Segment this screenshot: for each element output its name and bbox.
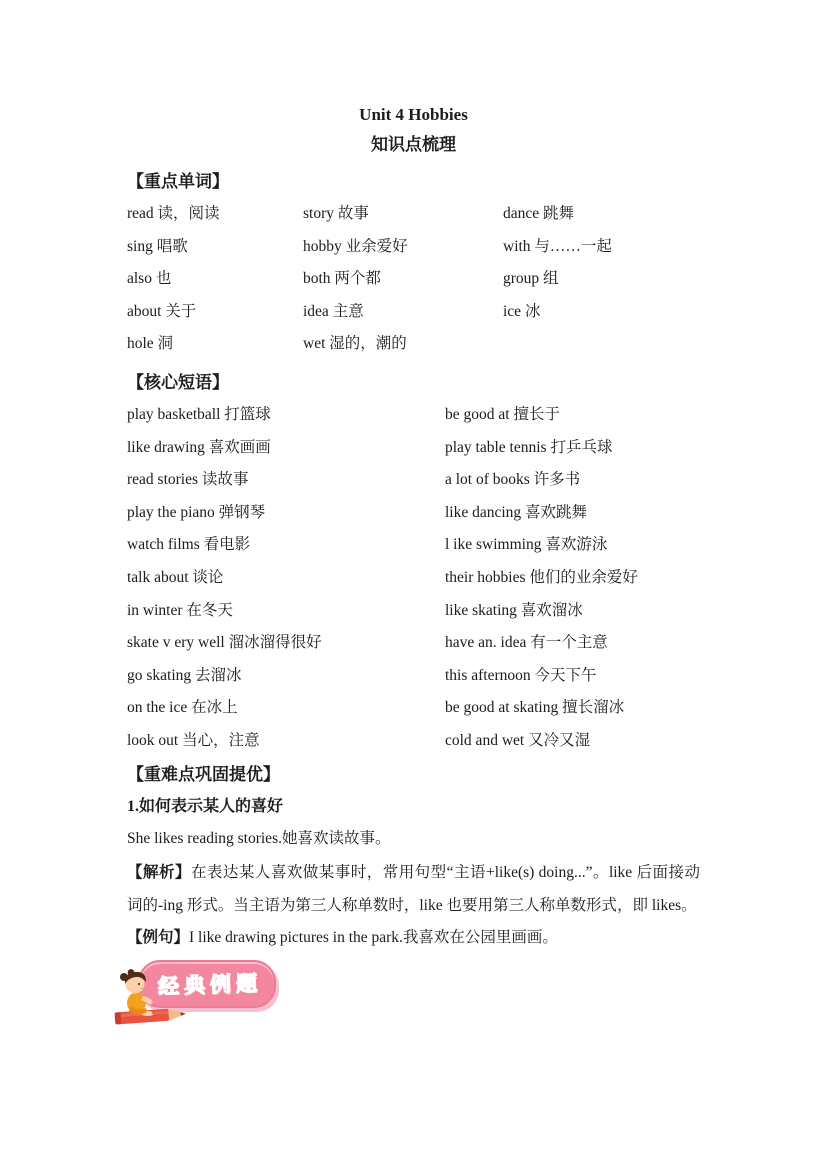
phrase-cell: watch films 看电影 (127, 536, 251, 554)
phrase-row (127, 432, 700, 465)
word-cell: ice 冰 (503, 302, 541, 320)
section-heading-consolidation: 【重难点巩固提优】 (127, 764, 280, 784)
phrase-row (127, 627, 700, 660)
phrase-cell: in winter 在冬天 (127, 601, 233, 619)
word-cell: read 读，阅读 (127, 205, 220, 222)
example-line (127, 922, 700, 955)
phrase-cell: a lot of books 许多书 (445, 471, 581, 489)
phrase-cell: read stories 读故事 (127, 471, 249, 489)
analysis-paragraph (127, 856, 700, 922)
point-title: 1.如何表示某人的喜好 (127, 797, 284, 815)
word-cell: story 故事 (303, 205, 369, 222)
word-cell: idea 主意 (303, 302, 364, 320)
phrase-cell: on the ice 在冰上 (127, 699, 238, 717)
phrase-cell: like drawing 喜欢画画 (127, 438, 271, 456)
example-sentence: She likes reading stories.她喜欢读故事。 (127, 830, 391, 848)
phrase-row (127, 497, 700, 530)
section-heading-key-words: 【重点单词】 (127, 172, 229, 191)
girl-on-pencil-icon (111, 968, 191, 1034)
phrase-row (127, 562, 700, 595)
page-title: Unit 4 Hobbies (359, 105, 468, 124)
phrase-cell: be good at skating 擅长溜冰 (445, 699, 625, 717)
word-row (127, 263, 700, 296)
word-cell: hobby 业余爱好 (303, 237, 408, 255)
word-row (127, 296, 700, 329)
word-cell: both 两个都 (303, 270, 381, 288)
phrase-cell: play table tennis 打乒乓球 (445, 438, 613, 456)
phrase-cell: play basketball 打篮球 (127, 405, 271, 423)
phrase-cell: skate v ery well 溜冰溜得很好 (127, 634, 322, 652)
word-cell: wet 湿的，潮的 (303, 335, 407, 353)
phrase-cell: be good at 擅长于 (445, 405, 560, 423)
phrase-row (127, 692, 700, 725)
phrase-cell: go skating 去溜冰 (127, 666, 242, 684)
analysis-text: 在表达某人喜欢做某事时，常用句型“主语+like(s) doing...”。like 后面接动词的-ing 形式。当主语为第三人称单数时，like 也要用第三人称单数形式，即 likes。 (127, 863, 700, 914)
word-cell: dance 跳舞 (503, 205, 575, 222)
document-content (127, 100, 700, 1036)
word-cell: with 与……一起 (503, 237, 612, 255)
page-subtitle: 知识点梳理 (371, 135, 456, 154)
word-cell: sing 唱歌 (127, 237, 188, 255)
phrase-cell: play the piano 弹钢琴 (127, 503, 266, 521)
word-cell: hole 洞 (127, 335, 174, 353)
classic-examples-banner (111, 958, 700, 1036)
word-row (127, 231, 700, 264)
word-cell: about 关于 (127, 302, 197, 320)
section-heading-core-phrases: 【核心短语】 (127, 372, 229, 392)
example-label: 【例句】 (127, 928, 190, 946)
word-cell: also 也 (127, 270, 172, 288)
phrase-cell: l ike swimming 喜欢游泳 (445, 536, 608, 554)
phrase-cell: like dancing 喜欢跳舞 (445, 503, 588, 521)
phrase-row (127, 464, 700, 497)
phrase-cell: this afternoon 今天下午 (445, 666, 597, 684)
word-row (127, 328, 700, 361)
phrase-cell: have an. idea 有一个主意 (445, 634, 608, 652)
classic-examples-badge-label: 经典例题 (157, 972, 262, 1000)
phrase-cell: look out 当心，注意 (127, 731, 260, 749)
phrase-row (127, 529, 700, 562)
phrase-cell: their hobbies 他们的业余爱好 (445, 568, 638, 586)
phrase-row (127, 595, 700, 628)
core-phrases-list (127, 399, 700, 758)
phrase-row (127, 660, 700, 693)
phrase-cell: talk about 谈论 (127, 568, 224, 586)
phrase-row (127, 399, 700, 432)
phrase-row (127, 725, 700, 758)
key-words-list (127, 198, 700, 361)
word-cell: group 组 (503, 270, 559, 288)
analysis-label: 【解析】 (127, 863, 191, 881)
phrase-cell: cold and wet 又冷又湿 (445, 731, 591, 749)
word-cell (503, 328, 700, 361)
phrase-cell: like skating 喜欢溜冰 (445, 601, 583, 619)
example-text: I like drawing pictures in the park.我喜欢在公园里画画。 (189, 928, 558, 946)
word-row (127, 198, 700, 231)
